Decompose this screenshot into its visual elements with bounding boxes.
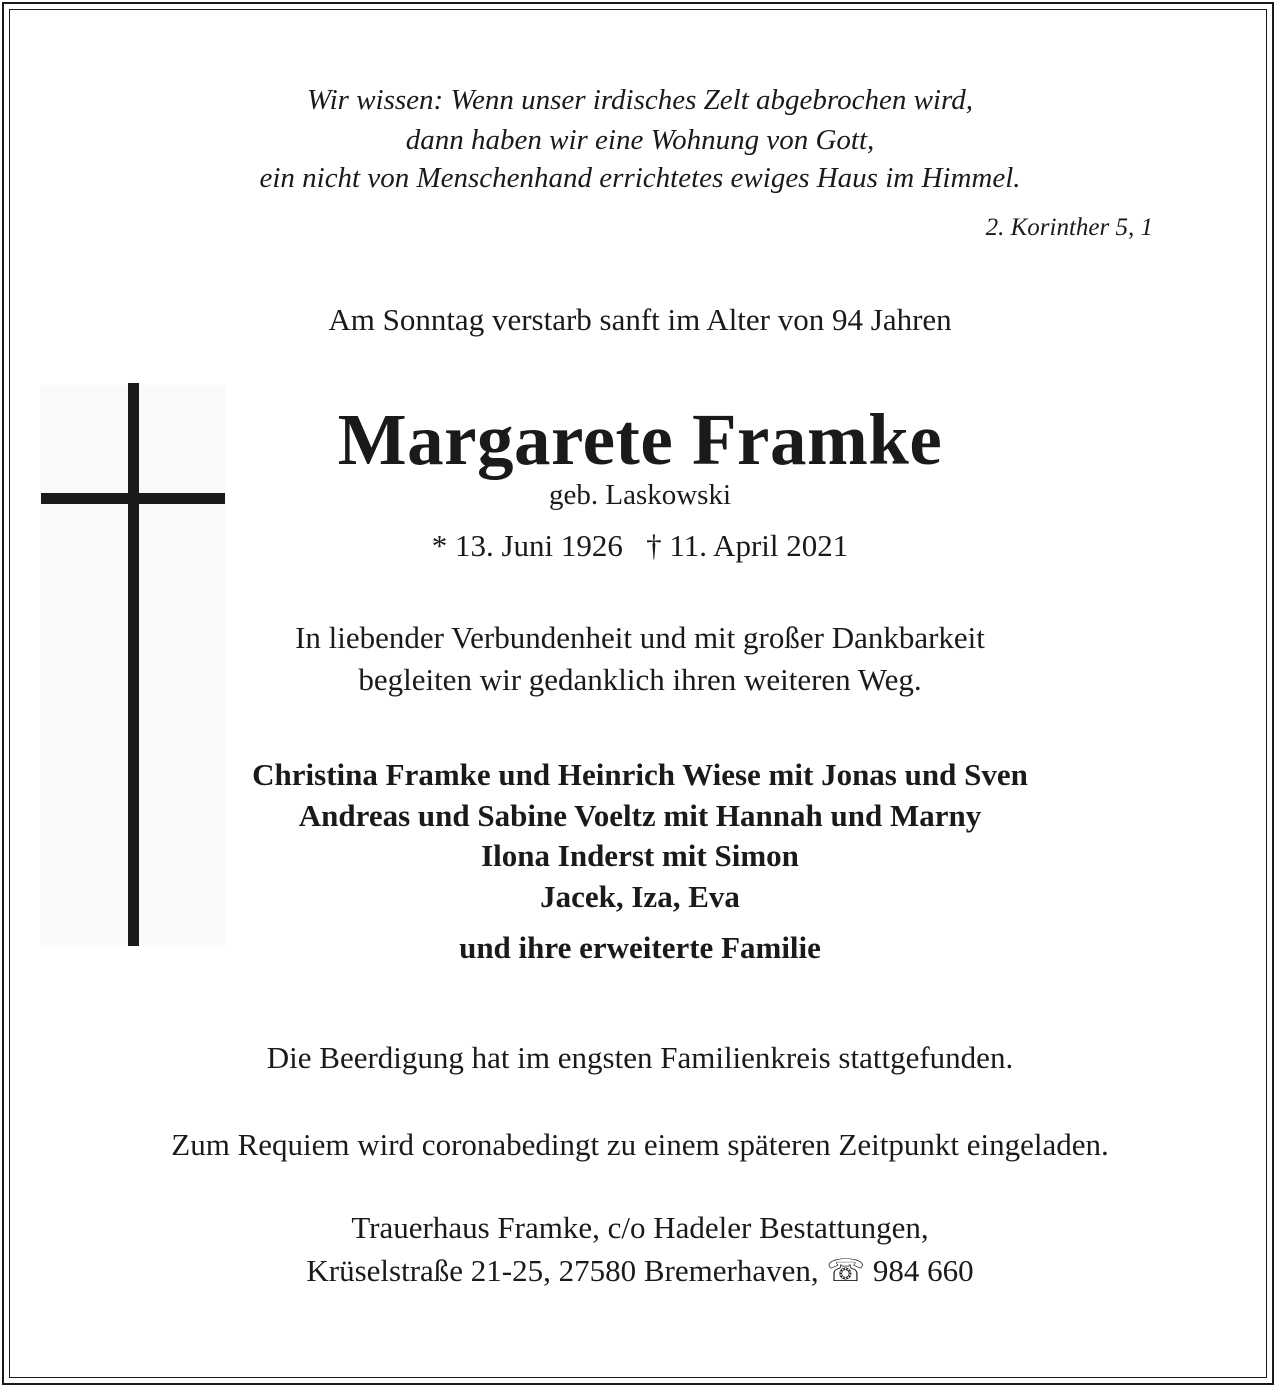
- contact-line-1: Trauerhaus Framke, c/o Hadeler Bestattungen,: [351, 1210, 929, 1245]
- contact-line-2: Krüselstraße 21-25, 27580 Bremerhaven, ☏ 984 660: [306, 1253, 974, 1288]
- maiden-name: geb. Laskowski: [548, 479, 732, 511]
- tribute-line-1: In liebender Verbundenheit und mit großer Dankbarkeit: [295, 620, 985, 655]
- mourner-line-4: Jacek, Iza, Eva: [540, 879, 740, 914]
- funeral-note: Die Beerdigung hat im engsten Familienkreis stattgefunden.: [266, 1040, 1014, 1075]
- verse-line-2: dann haben wir eine Wohnung von Gott,: [405, 124, 875, 156]
- mourner-line-2: Andreas und Sabine Voeltz mit Hannah und Marny: [298, 798, 982, 833]
- verse-line-1: Wir wissen: Wenn unser irdisches Zelt abgebrochen wird,: [307, 84, 973, 116]
- mourner-line-3: Ilona Inderst mit Simon: [481, 838, 799, 873]
- tribute-line-2: begleiten wir gedanklich ihren weiteren Weg.: [358, 662, 922, 697]
- mourner-line-1: Christina Framke und Heinrich Wiese mit Jonas und Sven: [252, 757, 1028, 792]
- extended-family: und ihre erweiterte Familie: [459, 930, 821, 965]
- death-announcement: Am Sonntag verstarb sanft im Alter von 94 Jahren: [328, 302, 952, 337]
- requiem-note: Zum Requiem wird coronabedingt zu einem späteren Zeitpunkt eingeladen.: [171, 1127, 1109, 1162]
- deceased-name: Margarete Framke: [337, 399, 943, 480]
- verse-reference: 2. Korinther 5, 1: [985, 214, 1153, 241]
- life-dates: * 13. Juni 1926 † 11. April 2021: [431, 528, 849, 563]
- verse-line-3: ein nicht von Menschenhand errichtetes ewiges Haus im Himmel.: [259, 162, 1021, 194]
